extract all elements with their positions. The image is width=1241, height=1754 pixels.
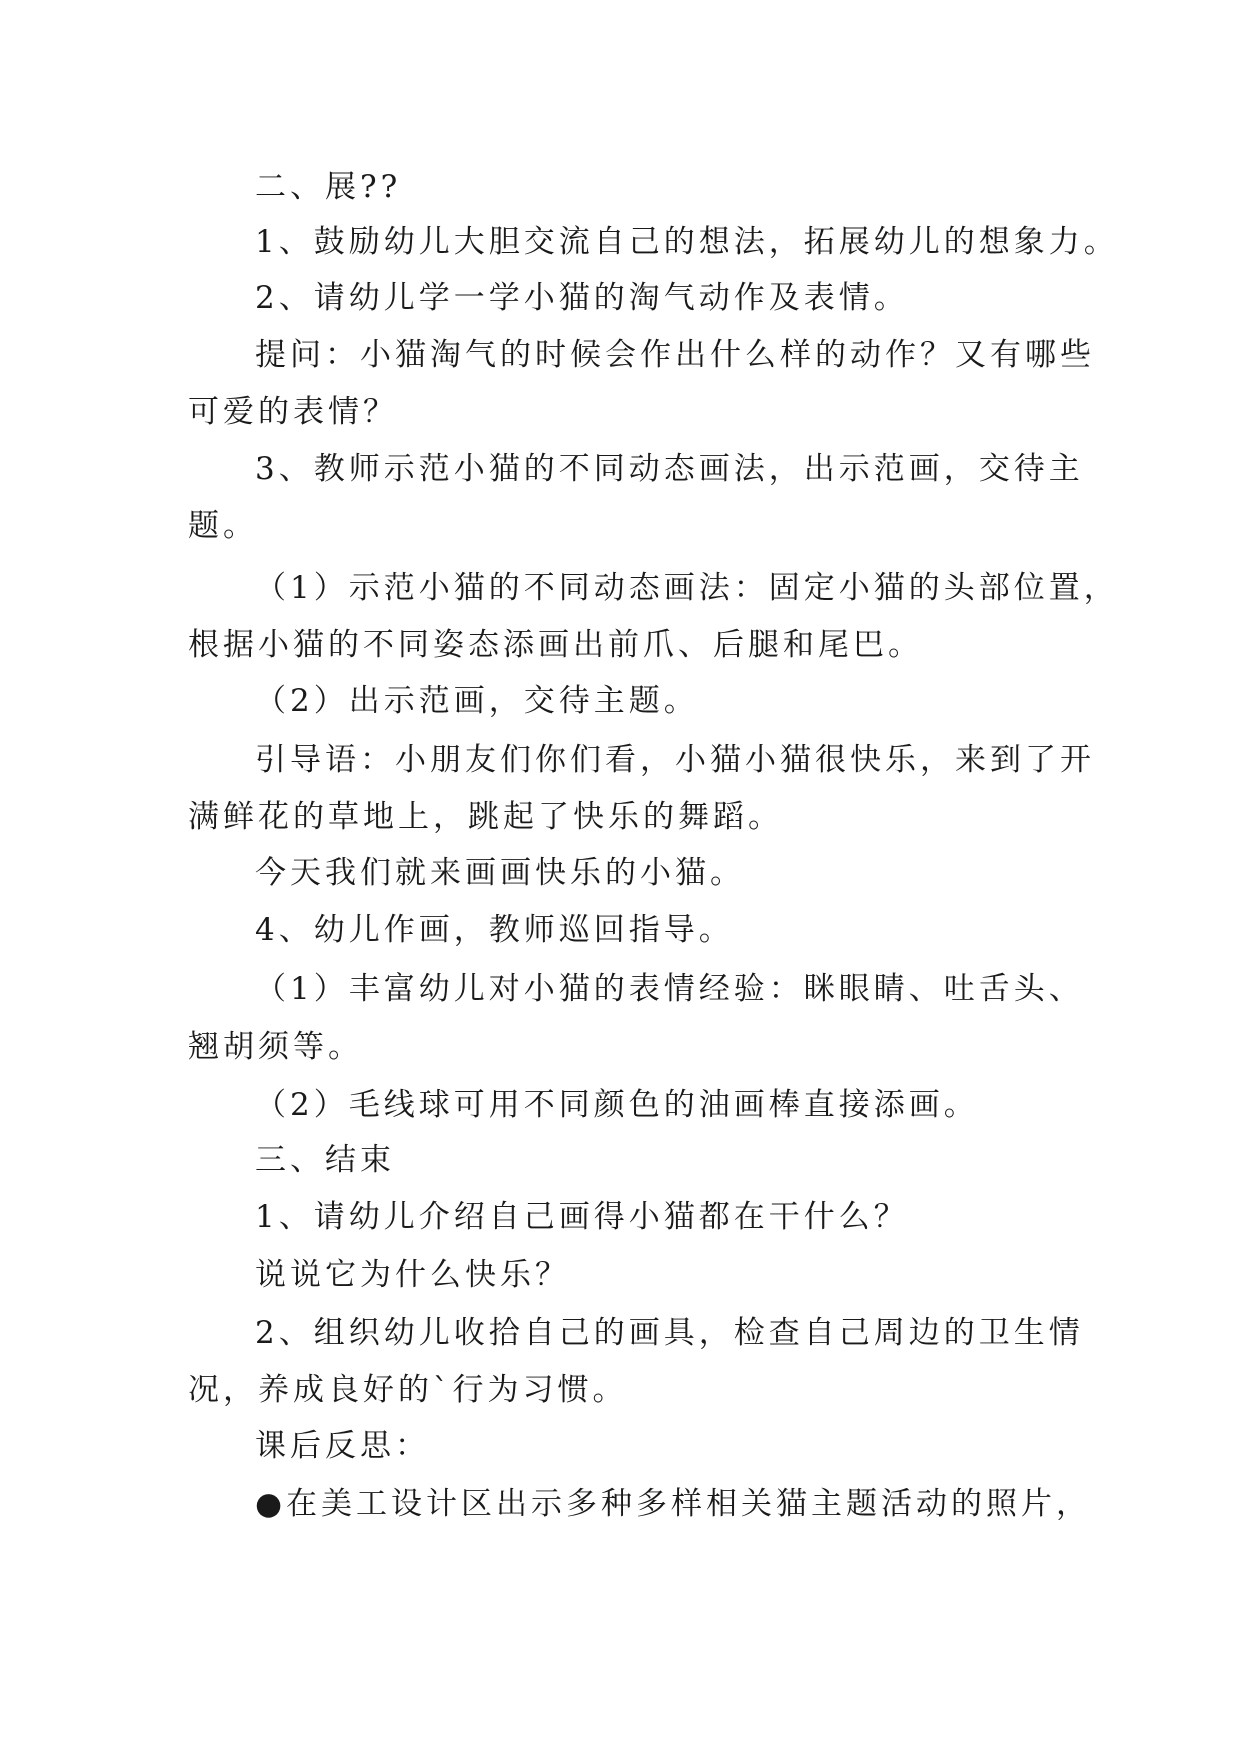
paragraph-line: 满鲜花的草地上，跳起了快乐的舞蹈。	[188, 799, 783, 835]
paragraph-line: 1、请幼儿介绍自己画得小猫都在干什么？	[255, 1199, 909, 1235]
paragraph-line: 今天我们就来画画快乐的小猫。	[255, 855, 745, 891]
paragraph-line: 3、教师示范小猫的不同动态画法，出示范画，交待主	[255, 451, 1084, 487]
section-heading-expand: 二、展??	[255, 169, 402, 205]
paragraph-line: 2、组织幼儿收拾自己的画具，检查自己周边的卫生情	[255, 1315, 1084, 1351]
paragraph-line: 4、幼儿作画，教师巡回指导。	[255, 912, 734, 948]
paragraph-line: （2）出示范画，交待主题。	[255, 683, 699, 719]
paragraph-line: （1）丰富幼儿对小猫的表情经验：眯眼睛、吐舌头、	[255, 971, 1084, 1007]
section-heading-end: 三、结束	[255, 1142, 395, 1178]
bullet-line: ●在美工设计区出示多种多样相关猫主题活动的照片，	[255, 1486, 1092, 1522]
paragraph-line: 2、请幼儿学一学小猫的淘气动作及表情。	[255, 280, 909, 316]
paragraph-line: （2）毛线球可用不同颜色的油画棒直接添画。	[255, 1087, 979, 1123]
paragraph-line: 说说它为什么快乐？	[255, 1257, 570, 1293]
paragraph-line: 提问：小猫淘气的时候会作出什么样的动作？又有哪些	[255, 337, 1095, 373]
paragraph-line: 课后反思：	[255, 1428, 430, 1464]
paragraph-line: 可爱的表情？	[188, 394, 398, 430]
paragraph-line: 题。	[188, 508, 258, 544]
paragraph-line: 1、鼓励幼儿大胆交流自己的想法，拓展幼儿的想象力。	[255, 224, 1119, 260]
paragraph-line: 根据小猫的不同姿态添画出前爪、后腿和尾巴。	[188, 627, 923, 663]
paragraph-line: 况，养成良好的`行为习惯。	[188, 1372, 628, 1408]
paragraph-line: 引导语：小朋友们你们看，小猫小猫很快乐，来到了开	[255, 742, 1095, 778]
paragraph-line: （1）示范小猫的不同动态画法：固定小猫的头部位置，	[255, 570, 1119, 606]
paragraph-line: 翘胡须等。	[188, 1029, 363, 1065]
